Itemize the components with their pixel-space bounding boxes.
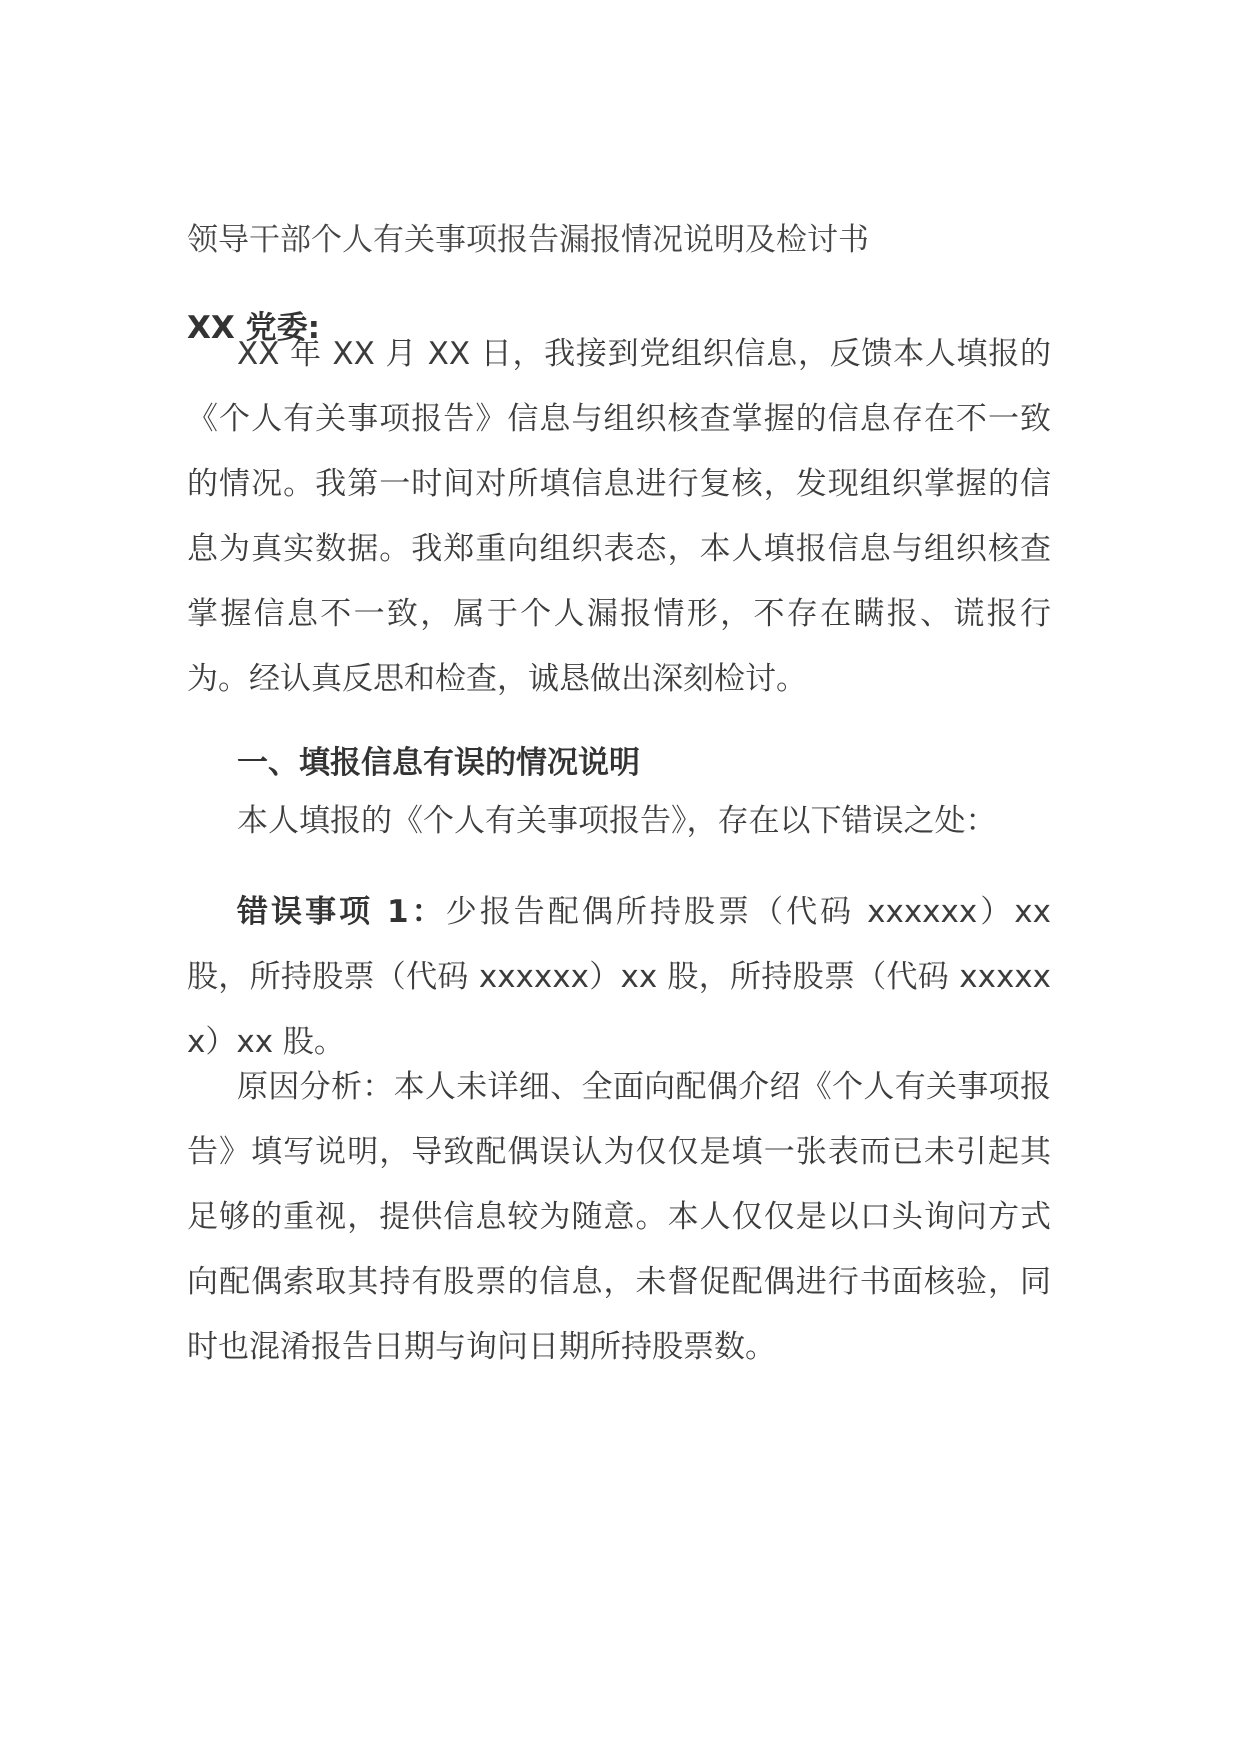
section-lead-paragraph: 本人填报的《个人有关事项报告》，存在以下错误之处：	[237, 803, 997, 839]
error-item-paragraph	[187, 880, 1051, 1075]
cause-analysis-paragraph: 原因分析：本人未详细、全面向配偶介绍《个人有关事项报告》填写说明，导致配偶误认为仅仅是填一张表而已未引起其足够的重视，提供信息较为随意。本人仅仅是以口头询问方式向配偶索取其持有股票的信息，未督促配偶进行书面核验，同时也混淆报告日期与询问日期所持股票数。	[187, 1069, 1051, 1365]
error-item-text: 少报告配偶所持股票（代码 xxxxxx）xx 股，所持股票（代码 xxxxxx）xx 股，所持股票（代码 xxxxxx）xx 股。	[187, 894, 1051, 1060]
document-title: 领导干部个人有关事项报告漏报情况说明及检讨书	[187, 222, 869, 258]
salutation: XX 党委:	[187, 310, 320, 346]
section-heading-1: 一、填报信息有误的情况说明	[237, 745, 640, 781]
intro-paragraph: XX 年 XX 月 XX 日，我接到党组织信息，反馈本人填报的《个人有关事项报告》信息与组织核查掌握的信息存在不一致的情况。我第一时间对所填信息进行复核，发现组织掌握的信息为真实数据。我郑重向组织表态，本人填报信息与组织核查掌握信息不一致，属于个人漏报情形，不存在瞒报、谎报行为。经认真反思和检查，诚恳做出深刻检讨。	[187, 336, 1051, 697]
error-item-colon: ：	[408, 894, 446, 930]
error-item-label: 错误事项 1	[237, 894, 409, 930]
